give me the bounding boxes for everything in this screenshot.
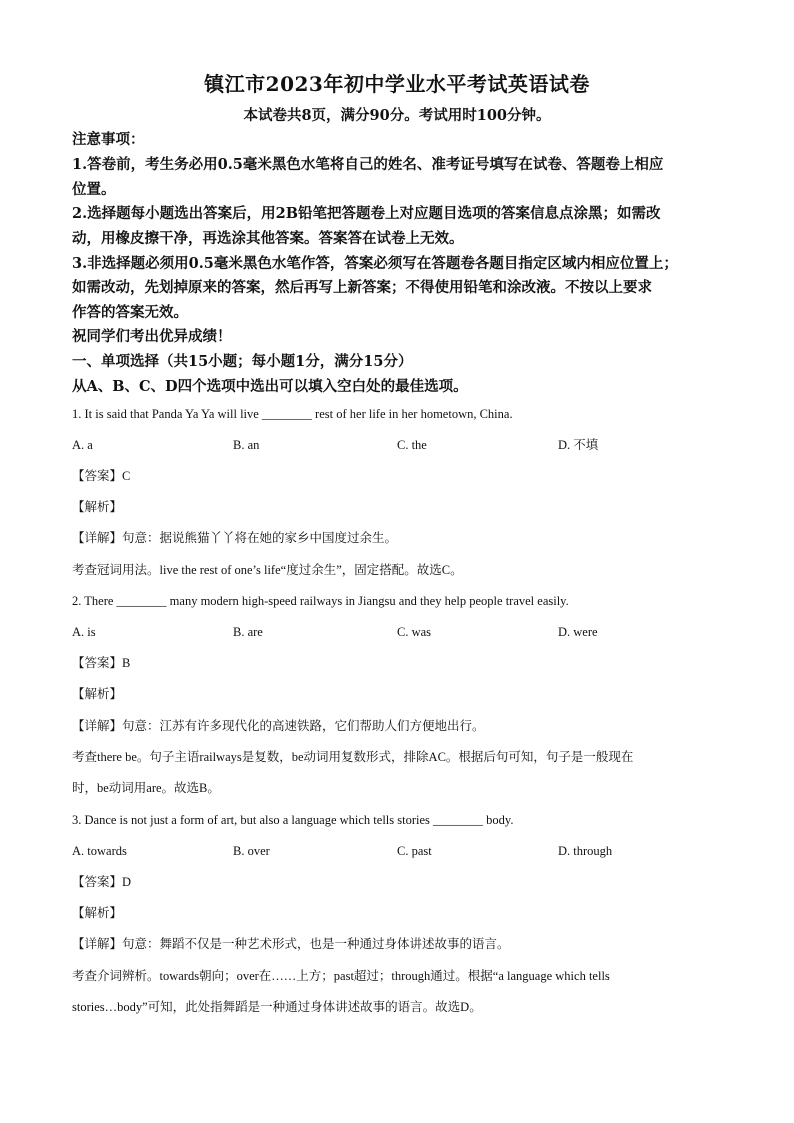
question-stem: 1. It is said that Panda Ya Ya will live ________ rest of her life in her hometown, China. <box>72 407 513 421</box>
detail-line: 【详解】句意：江苏有许多现代化的高速铁路，它们帮助人们方便地出行。 <box>72 718 485 733</box>
analysis-tag: 【解析】 <box>72 905 123 920</box>
exam-subtitle: 本试卷共8页，满分90分。考试用时100分钟。 <box>243 107 551 124</box>
question-stem: 3. Dance is not just a form of art, but also a language which tells stories ________ body. <box>72 813 514 827</box>
option-d: D. were <box>558 625 598 639</box>
detail-line: 【详解】句意：舞蹈不仅是一种艺术形式，也是一种通过身体讲述故事的语言。 <box>72 936 510 951</box>
option-c: C. was <box>397 625 432 639</box>
answer-line <box>72 467 732 485</box>
option-d: D. 不填 <box>558 438 599 452</box>
notes-heading: 注意事项： <box>72 131 145 148</box>
notes-line: 作答的答案无效。 <box>72 304 188 321</box>
detail-line: 考查介词辨析。towards朝向；over在……上方；past超过；through通过。根据“a language which tells <box>72 969 610 983</box>
option-c: C. past <box>397 844 432 858</box>
detail-tag: 【详解】 <box>72 936 123 951</box>
notes-line: 3.非选择题必须用0.5毫米黑色水笔作答，答案必须写在答题卷各题目指定区域内相应位置上； <box>72 255 678 272</box>
option-b: B. are <box>233 625 263 639</box>
notes-line: 2.选择题每小题选出答案后，用2B铅笔把答题卷上对应题目选项的答案信息点涂黑；如需改 <box>72 205 661 222</box>
question-stem: 2. There ________ many modern high-speed railways in Jiangsu and they help people travel easily. <box>72 594 569 608</box>
notes-line: 1.答卷前，考生务必用0.5毫米黑色水笔将自己的姓名、准考证号填写在试卷、答题卷上相应 <box>72 156 664 173</box>
notes-line: 动，用橡皮擦干净，再选涂其他答案。答案答在试卷上无效。 <box>72 230 464 247</box>
option-a: A. is <box>72 625 96 639</box>
detail-line: stories…body”可知，此处指舞蹈是一种通过身体讲述故事的语言。故选D。 <box>72 1000 482 1014</box>
answer-value: C <box>122 469 131 483</box>
answer-tag: 【答案】 <box>72 655 123 670</box>
analysis-tag: 【解析】 <box>72 686 123 701</box>
answer-tag: 【答案】 <box>72 468 123 483</box>
option-b: B. an <box>233 438 260 452</box>
answer-line <box>72 654 732 672</box>
option-a: A. a <box>72 438 93 452</box>
analysis-tag: 【解析】 <box>72 499 123 514</box>
answer-line <box>72 873 732 891</box>
answer-tag: 【答案】 <box>72 874 123 889</box>
answer-value: D <box>122 875 132 889</box>
section-instruction: 从A、B、C、D四个选项中选出可以填入空白处的最佳选项。 <box>72 378 468 395</box>
detail-line: 考查there be。句子主语railways是复数，be动词用复数形式，排除AC。根据后句可知，句子是一般现在 <box>72 750 634 764</box>
detail-tag: 【详解】 <box>72 718 123 733</box>
option-d: D. through <box>558 844 613 858</box>
section-heading: 一、单项选择（共15小题；每小题1分，满分15分） <box>72 353 413 370</box>
exam-title: 镇江市2023年初中学业水平考试英语试卷 <box>204 72 590 96</box>
detail-tag: 【详解】 <box>72 530 123 545</box>
notes-line: 如需改动，先划掉原来的答案，然后再写上新答案；不得使用铅笔和涂改液。不按以上要求 <box>72 279 652 296</box>
option-b: B. over <box>233 844 270 858</box>
detail-line: 【详解】句意：据说熊猫丫丫将在她的家乡中国度过余生。 <box>72 530 398 545</box>
notes-line: 位置。 <box>72 181 116 198</box>
detail-line: 考查冠词用法。live the rest of one’s life“度过余生”，固定搭配。故选C。 <box>72 563 463 577</box>
detail-line: 时，be动词用are。故选B。 <box>72 781 220 795</box>
answer-value: B <box>122 656 131 670</box>
notes-wish: 祝同学们考出优异成绩！ <box>72 328 232 345</box>
option-c: C. the <box>397 438 427 452</box>
option-a: A. towards <box>72 844 127 858</box>
